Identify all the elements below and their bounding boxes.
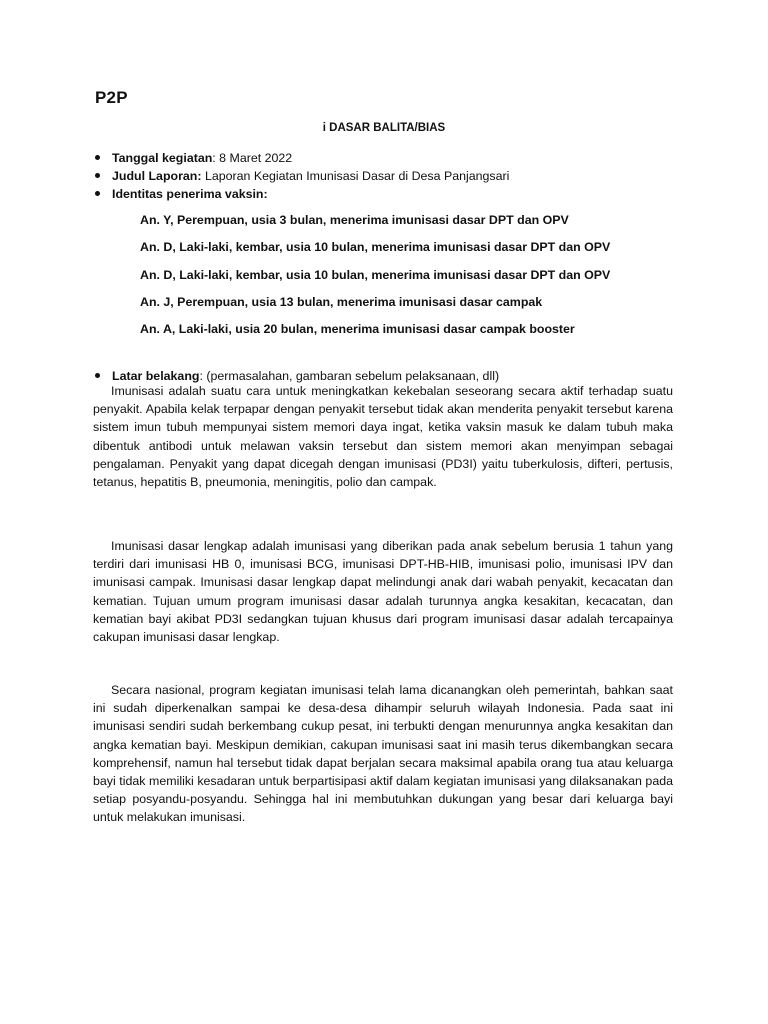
bullet-icon [95,191,100,196]
recipient-item: An. D, Laki-laki, kembar, usia 10 bulan, menerima imunisasi dasar DPT dan OPV [140,240,611,255]
bullet-icon [95,155,100,160]
tanggal-value: : 8 Maret 2022 [212,151,293,165]
judul-item [95,167,685,185]
document-subtitle: i DASAR BALITA/BIAS [322,122,446,134]
page-heading: P2P [95,88,128,107]
latar-label: Latar belakang [112,369,200,383]
bullet-icon [95,373,100,378]
tanggal-label: Tanggal kegiatan [112,151,213,165]
report-info-list [95,149,685,203]
identitas-item [95,185,685,203]
recipient-item: An. Y, Perempuan, usia 3 bulan, menerima imunisasi dasar DPT dan OPV [140,213,569,227]
identitas-label: Identitas penerima vaksin: [112,187,268,201]
bullet-icon [95,173,100,178]
recipient-item: An. J, Perempuan, usia 13 bulan, menerima imunisasi dasar campak [140,294,543,309]
recipient-list [140,212,680,348]
judul-label: Judul Laporan: [112,169,202,183]
latar-value: : (permasalahan, gambaran sebelum pelaksanaan, dll) [199,369,500,383]
tanggal-item [95,149,685,167]
recipient-item: An. A, Laki-laki, usia 20 bulan, menerima imunisasi dasar campak booster [140,322,575,337]
paragraph-nasional: Secara nasional, program kegiatan imunisasi telah lama dicanangkan oleh pemerintah, bahkan saat ini sudah diperkenalkan sampai ke desa-desa dihampir seluruh wilayah Indonesia. Pada saat ini imunisasi sendiri sudah berkembang cukup pesat, ini terbukti dengan menurunnya angka kesakitan dan angka kematian bayi. Meskipun demikian, cakupan imunisasi saat ini masih terus dikembangkan secara komprehensif, namun hal tersebut tidak dapat berjalan secara maksimal apabila orang tua atau keluarga bayi tidak memiliki kesadaran untuk berpartisipasi aktif dalam kegiatan imunisasi yang dilaksanakan pada setiap posyandu-posyandu. Sehingga hal ini membutuhkan dukungan yang besar dari keluarga bayi untuk melakukan imunisasi. [93,683,673,825]
paragraph-imunisasi-dasar: Imunisasi dasar lengkap adalah imunisasi yang diberikan pada anak sebelum berusia 1 tahun yang terdiri dari imunisasi HB 0, imunisasi BCG, imunisasi DPT-HB-HIB, imunisasi polio, imunisasi IPV dan imunisasi campak. Imunisasi dasar lengkap dapat melindungi anak dari wabah penyakit, kecacatan dan kematian. Tujuan umum program imunisasi dasar adalah turunnya angka kesakitan, kecacatan, dan kematian bayi akibat PD3I sedangkan tujuan khusus dari program imunisasi dasar adalah tercapainya cakupan imunisasi dasar lengkap. [93,539,673,645]
judul-value: Laporan Kegiatan Imunisasi Dasar di Desa Panjangsari [201,169,510,183]
paragraph-imunisasi: Imunisasi adalah suatu cara untuk meningkatkan kekebalan seseorang secara aktif terhadap suatu penyakit. Apabila kelak terpapar dengan penyakit tersebut tidak akan menderita penyakit tersebut karena sistem imun tubuh mempunyai sistem memori daya ingat, ketika vaksin masuk ke dalam tubuh maka dibentuk antibodi untuk melawan vaksin tersebut dan sistem memori akan menyimpan sebagai pengalaman. Penyakit yang dapat dicegah dengan imunisasi (PD3I) yaitu tuberkulosis, difteri, pertusis, tetanus, hepatitis B, pneumonia, meningitis, polio dan campak. [93,384,673,490]
recipient-item: An. D, Laki-laki, kembar, usia 10 bulan, menerima imunisasi dasar DPT dan OPV [140,267,611,282]
